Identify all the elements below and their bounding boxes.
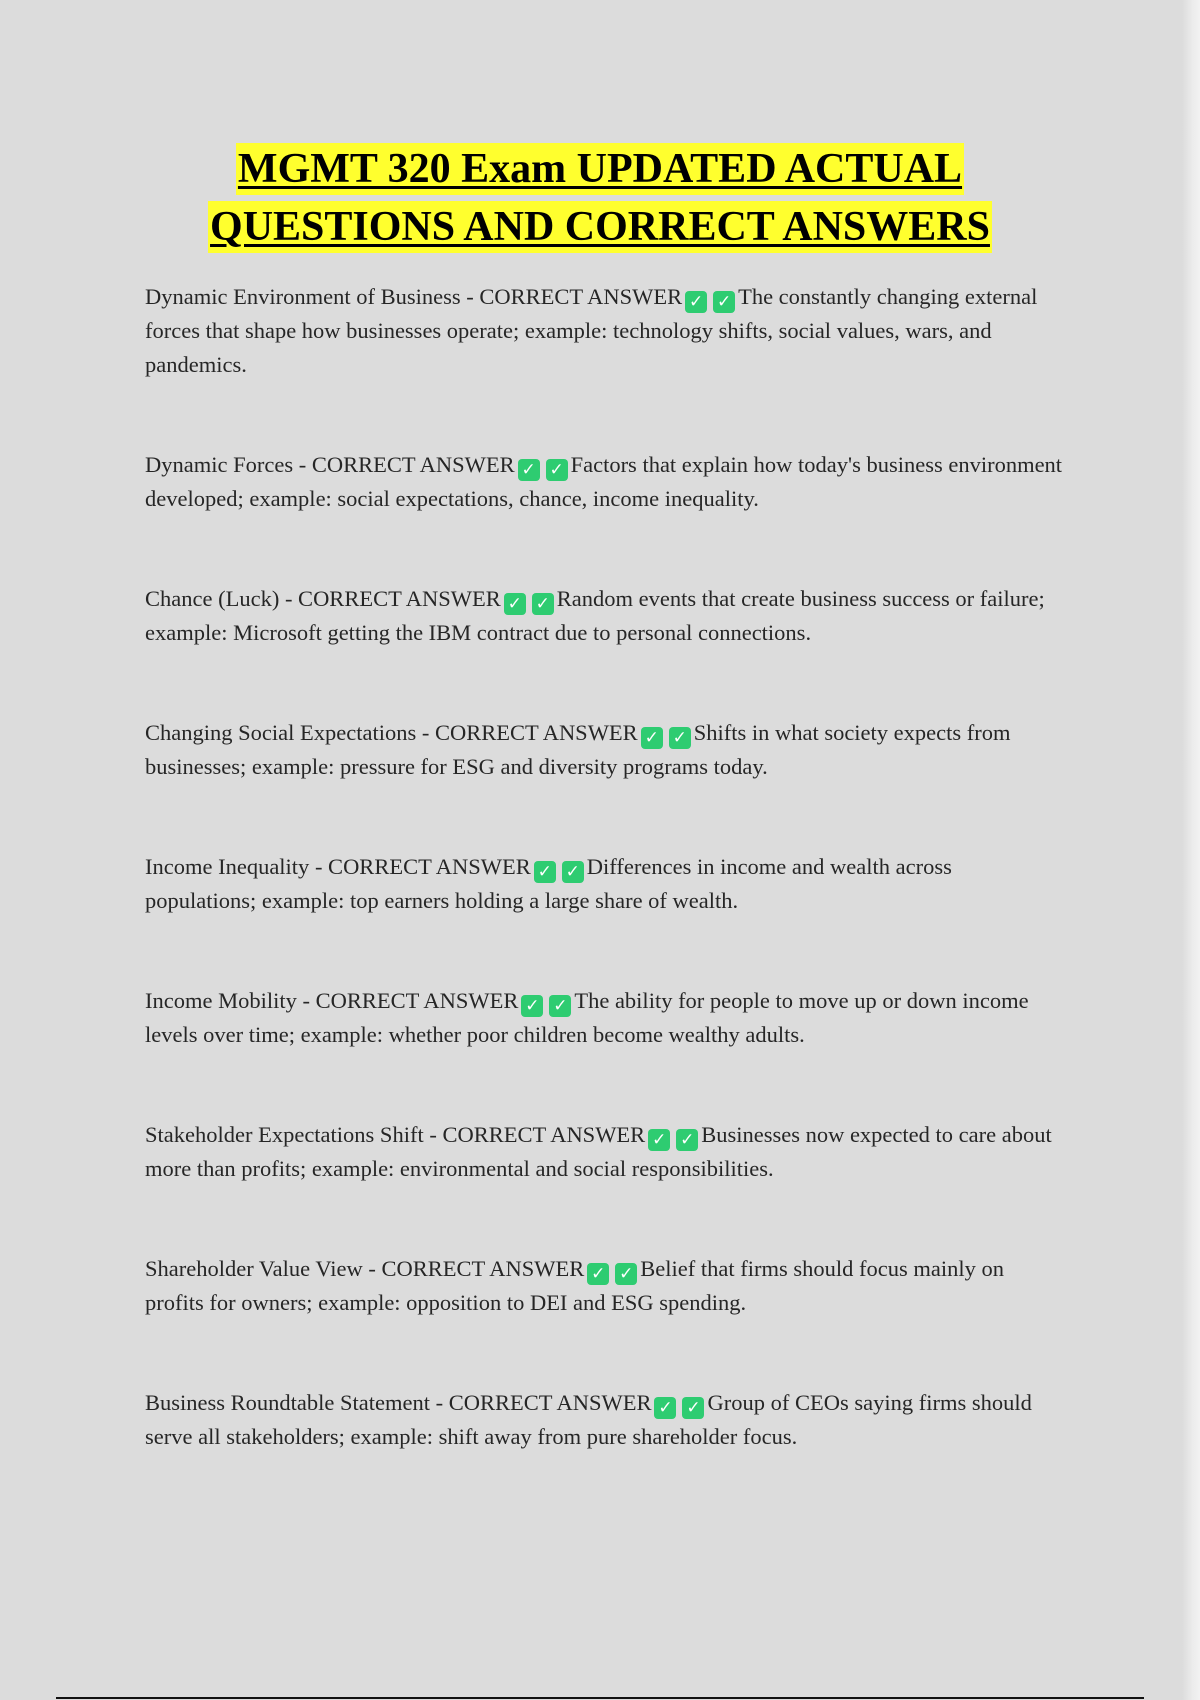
check-mark-icon: ✓: [641, 727, 663, 749]
qa-term: Stakeholder Expectations Shift: [145, 1122, 424, 1147]
qa-item: [145, 716, 1065, 784]
qa-separator: - CORRECT ANSWER: [296, 988, 519, 1013]
qa-separator: - CORRECT ANSWER: [293, 452, 515, 477]
qa-term: Changing Social Expectations: [145, 720, 417, 745]
qa-term: Business Roundtable Statement: [145, 1390, 430, 1415]
title-line-1: MGMT 320 Exam UPDATED ACTUAL: [236, 143, 964, 195]
qa-term: Income Mobility: [145, 988, 297, 1013]
qa-item: [145, 1118, 1065, 1186]
qa-item: [145, 1252, 1065, 1320]
qa-separator: - CORRECT ANSWER: [362, 1256, 585, 1281]
qa-separator: - CORRECT ANSWER: [423, 1122, 646, 1147]
footer-divider: [56, 1697, 1144, 1699]
check-mark-icon: ✓: [615, 1263, 637, 1285]
qa-item: [145, 984, 1065, 1052]
title-line-2: QUESTIONS AND CORRECT ANSWERS: [208, 201, 992, 253]
qa-list: [145, 280, 1065, 1520]
qa-definition: Differences in income and wealth across populations; example: top earners holding a large share of wealth.: [145, 854, 952, 913]
check-mark-icon: ✓: [521, 995, 543, 1017]
check-mark-icon: ✓: [534, 861, 556, 883]
qa-separator: - CORRECT ANSWER: [460, 284, 683, 309]
check-mark-icon: ✓: [685, 291, 707, 313]
qa-definition: The ability for people to move up or down income levels over time; example: whether poor children become wealthy adults.: [145, 988, 1029, 1047]
check-mark-icon: ✓: [504, 593, 526, 615]
qa-definition: Belief that firms should focus mainly on profits for owners; example: opposition to DEI and ESG spending.: [145, 1256, 1004, 1315]
qa-definition: The constantly changing external forces that shape how businesses operate; example: technology shifts, social values, wars, and pandemics.: [145, 284, 1038, 377]
check-mark-icon: ✓: [532, 593, 554, 615]
qa-separator: - CORRECT ANSWER: [416, 720, 638, 745]
qa-item: [145, 1386, 1065, 1454]
check-mark-icon: ✓: [562, 861, 584, 883]
qa-item: [145, 280, 1065, 382]
qa-item: [145, 582, 1065, 650]
check-mark-icon: ✓: [648, 1129, 670, 1151]
qa-term: Chance (Luck): [145, 586, 280, 611]
check-mark-icon: ✓: [676, 1129, 698, 1151]
qa-separator: - CORRECT ANSWER: [279, 586, 501, 611]
check-mark-icon: ✓: [587, 1263, 609, 1285]
qa-term: Dynamic Environment of Business: [145, 284, 461, 309]
document-title: [0, 143, 1200, 259]
qa-definition: Group of CEOs saying firms should serve all stakeholders; example: shift away from pure shareholder focus.: [145, 1390, 1032, 1449]
check-mark-icon: ✓: [713, 291, 735, 313]
qa-separator: - CORRECT ANSWER: [429, 1390, 652, 1415]
qa-definition: Random events that create business success or failure; example: Microsoft getting the IBM contract due to personal connections.: [145, 586, 1045, 645]
qa-definition: Shifts in what society expects from businesses; example: pressure for ESG and diversity programs today.: [145, 720, 1011, 779]
check-mark-icon: ✓: [549, 995, 571, 1017]
check-mark-icon: ✓: [682, 1397, 704, 1419]
qa-term: Shareholder Value View: [145, 1256, 363, 1281]
check-mark-icon: ✓: [518, 459, 540, 481]
check-mark-icon: ✓: [654, 1397, 676, 1419]
qa-definition: Factors that explain how today's business environment developed; example: social expectations, chance, income inequality.: [145, 452, 1063, 511]
qa-item: [145, 448, 1065, 516]
check-mark-icon: ✓: [546, 459, 568, 481]
qa-item: [145, 850, 1065, 918]
qa-separator: - CORRECT ANSWER: [309, 854, 531, 879]
qa-term: Income Inequality: [145, 854, 310, 879]
qa-definition: Businesses now expected to care about more than profits; example: environmental and social responsibilities.: [145, 1122, 1052, 1181]
qa-term: Dynamic Forces: [145, 452, 294, 477]
check-mark-icon: ✓: [669, 727, 691, 749]
